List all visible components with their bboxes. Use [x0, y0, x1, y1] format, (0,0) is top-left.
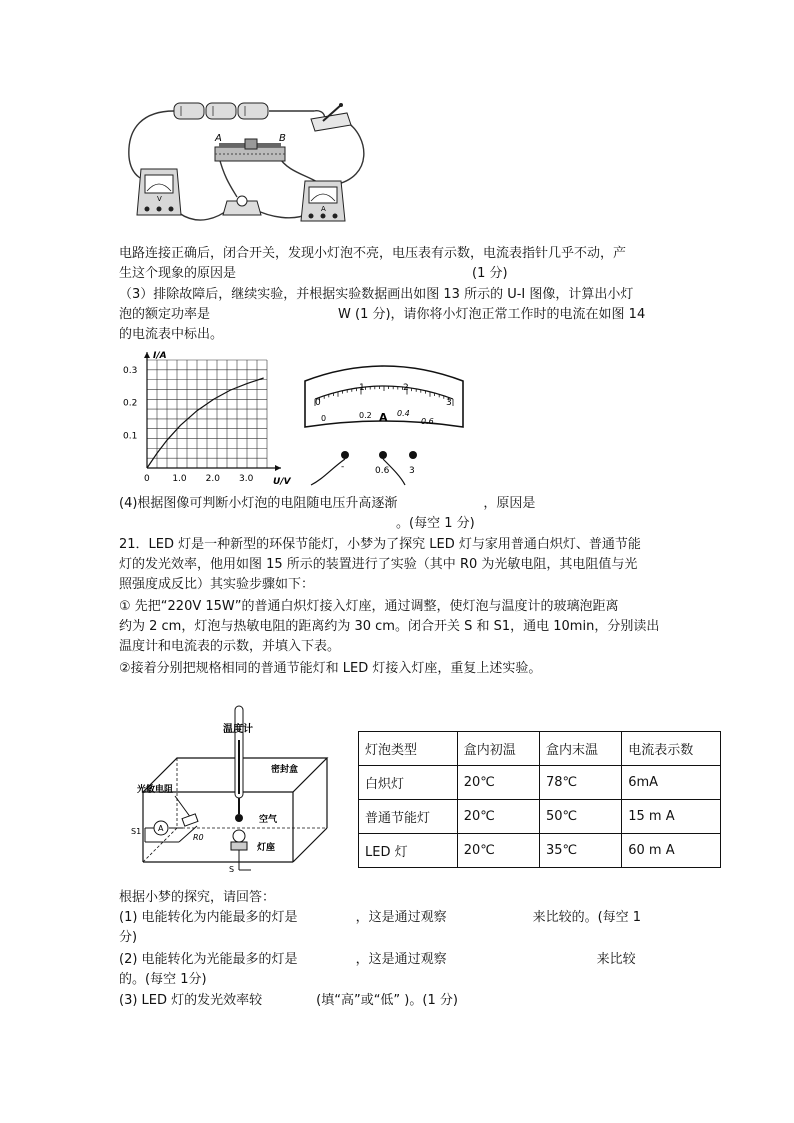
table-cell: 白炽灯: [359, 766, 458, 800]
question-line: 的。(每空 1分): [119, 972, 207, 987]
sensor-circuit: [131, 796, 204, 842]
box-label: 密封盒: [271, 765, 299, 775]
terminal-negative[interactable]: [341, 451, 349, 459]
circuit-figure: [119, 97, 381, 235]
question-line: 约为 2 cm，灯泡与热敏电阻的距离约为 30 cm。闭合开关 S 和 S1，通电 10min，分别读出: [119, 619, 660, 634]
question-line: ②接着分别把规格相同的普通节能灯和 LED 灯接入灯座，重复上述实验。: [119, 661, 542, 676]
r0-label: R0: [193, 833, 204, 842]
question-line: ① 先把“220V 15W”的普通白炽灯接入灯座，通过调整，使灯泡与温度计的玻璃泡距离: [119, 599, 619, 614]
dial-label-bottom: 0.6: [421, 417, 434, 426]
x-tick-label: 2.0: [205, 474, 220, 484]
question-text: (1) 电能转化为内能最多的灯是: [119, 910, 298, 925]
table-cell: 20℃: [457, 834, 539, 868]
question-line: [119, 908, 641, 928]
table-cell: 78℃: [539, 766, 621, 800]
dial-label-top: 3: [446, 398, 452, 408]
bulb: [223, 196, 261, 215]
circuit-wire: [219, 157, 237, 197]
terminal-label: 0.6: [375, 466, 390, 476]
dial-label-top: 0: [315, 398, 321, 408]
voltmeter-symbol: V: [157, 195, 162, 203]
question-line: 灯的发光效率，他用如图 15 所示的装置进行了实验（其中 R0 为光敏电阻，其电阻值与光: [119, 557, 638, 572]
terminal-3[interactable]: [409, 451, 417, 459]
y-axis-label: I/A: [153, 351, 167, 361]
table-cell: 6mA: [622, 766, 721, 800]
question-text: 泡的额定功率是: [119, 307, 211, 322]
results-table: [358, 731, 721, 868]
voltmeter: [137, 169, 181, 215]
table-cell: LED 灯: [359, 834, 458, 868]
table-cell: 35℃: [539, 834, 621, 868]
y-tick-label: 0.3: [123, 365, 138, 376]
battery-pack: [174, 103, 268, 119]
series-line-ui-curve: [147, 378, 264, 468]
question-text: 来比较: [596, 952, 636, 967]
x-tick-label: 1.0: [172, 474, 187, 484]
question-line: 照强度成反比）其实验步骤如下：: [119, 577, 315, 592]
table-cell: 60 m A: [622, 834, 721, 868]
table-row: [359, 800, 721, 834]
switch: [311, 103, 351, 131]
question-text: (2) 电能转化为光能最多的灯是: [119, 952, 298, 967]
x-axis-label: U/V: [273, 477, 291, 487]
question-text: ，原因是: [483, 496, 536, 511]
table-header: 灯泡类型: [359, 732, 458, 766]
table-cell: 普通节能灯: [359, 800, 458, 834]
dial-unit: A: [379, 411, 388, 424]
label-b: B: [279, 133, 286, 144]
sensor-ammeter-symbol: A: [158, 824, 164, 833]
question-line: （3）排除故障后，继续实验，并根据实验数据画出如图 13 所示的 U-I 图像，计算出小灯: [119, 287, 634, 302]
question-line: 分): [119, 930, 138, 945]
table-row: [359, 766, 721, 800]
question-line: [119, 305, 645, 325]
table-cell: 20℃: [457, 800, 539, 834]
table-row: [359, 834, 721, 868]
question-line: 根据小梦的探究，请回答：: [119, 890, 276, 905]
table-header-row: [359, 732, 721, 766]
apparatus-figure: [119, 700, 351, 878]
question-line: [119, 494, 535, 514]
y-axis-arrow: [144, 352, 150, 358]
table-header: 盒内末温: [539, 732, 621, 766]
dial-label-bottom: 0.4: [397, 409, 410, 418]
question-line: 的电流表中标出。: [119, 327, 224, 342]
terminal-label: -: [341, 462, 345, 472]
question-text: W (1 分)，请你将小灯泡正常工作时的电流在如图 14: [338, 307, 646, 322]
table-cell: 15 m A: [622, 800, 721, 834]
question-text: (3) LED 灯的发光效率较: [119, 993, 263, 1008]
circuit-wire: [179, 209, 229, 220]
question-line: [119, 991, 458, 1011]
question-text: (填“高”或“低” )。(1 分): [316, 993, 458, 1008]
question-line: 21．LED 灯是一种新型的环保节能灯，小梦为了探究 LED 灯与家用普通白炽灯、普通节能: [119, 537, 641, 552]
question-line: 。(每空 1 分): [396, 516, 475, 531]
socket-label: 灯座: [257, 843, 276, 853]
x-axis-arrow: [275, 465, 281, 471]
terminal-0-6[interactable]: [379, 451, 387, 459]
question-line: [119, 264, 508, 284]
y-tick-label: 0.2: [123, 398, 138, 409]
question-line: 电路连接正确后，闭合开关，发现小灯泡不亮，电压表有示数，电流表指针几乎不动，产: [119, 246, 627, 261]
rheostat: [214, 133, 286, 161]
dial-label-top: 2: [403, 383, 409, 393]
dial-label-bottom: 0: [321, 414, 327, 423]
question-text: 生这个现象的原因是: [119, 266, 237, 281]
switch-s-label: S: [229, 865, 235, 874]
dial-label-bottom: 0.2: [359, 411, 372, 420]
ui-chart: [119, 346, 294, 488]
question-line: 温度计和电流表的示数，并填入下表。: [119, 639, 341, 654]
terminal-wire: [311, 459, 345, 485]
table-header: 电流表示数: [622, 732, 721, 766]
thermometer-label: 温度计: [223, 724, 253, 735]
terminal-label: 3: [409, 466, 415, 476]
table-cell: 50℃: [539, 800, 621, 834]
dial-label-top: 1: [359, 383, 365, 393]
ammeter-symbol: A: [321, 205, 326, 213]
score-note: (1 分): [472, 266, 508, 281]
ammeter: [301, 181, 345, 221]
circuit-wire: [334, 122, 364, 185]
s1-label: S1: [131, 827, 142, 836]
question-text: ，这是通过观察: [355, 910, 447, 925]
question-line: [119, 950, 636, 970]
table-cell: 20℃: [457, 766, 539, 800]
question-text: 来比较的。(每空 1: [532, 910, 642, 925]
question-text: (4)根据图像可判断小灯泡的电阻随电压升高逐渐: [119, 496, 398, 511]
photoresistor-label: 光敏电阻: [137, 785, 174, 795]
lamp-socket: [229, 830, 251, 874]
ammeter-dial-figure: [301, 357, 467, 487]
y-tick-label: 0.1: [123, 431, 138, 442]
circuit-wire: [254, 209, 309, 218]
x-tick-label: 3.0: [239, 474, 254, 484]
air-label: 空气: [259, 815, 278, 825]
label-a: A: [215, 133, 222, 144]
table-header: 盒内初温: [457, 732, 539, 766]
x-tick-label: 0: [144, 474, 150, 484]
question-text: ，这是通过观察: [355, 952, 447, 967]
